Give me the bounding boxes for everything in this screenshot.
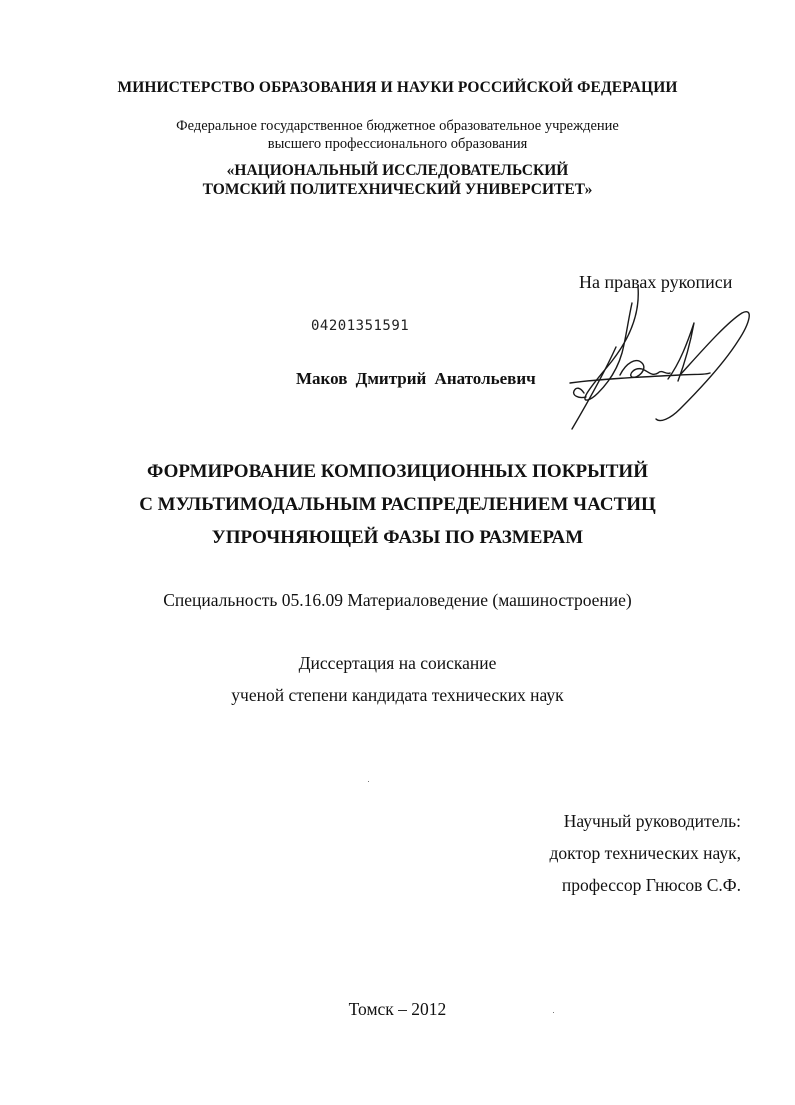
author-name: Маков Дмитрий Анатольевич: [296, 369, 536, 388]
handwritten-signature: [520, 283, 760, 433]
specialty-line: Специальность 05.16.09 Материаловедение (машиностроение): [163, 590, 632, 610]
thesis-degree-line-2: ученой степени кандидата технических наук: [231, 685, 564, 705]
city-year: Томск – 2012: [348, 999, 447, 1019]
ministry-heading: МИНИСТЕРСТВО ОБРАЗОВАНИЯ И НАУКИ РОССИЙСКОЙ ФЕДЕРАЦИИ: [117, 79, 678, 96]
institution-line-1: Федеральное государственное бюджетное образовательное учреждение: [176, 118, 619, 134]
manuscript-note: На правах рукописи: [579, 272, 733, 292]
advisor-name: профессор Гнюсов С.Ф.: [561, 875, 741, 895]
scan-speck: [553, 1012, 554, 1013]
university-line-2: ТОМСКИЙ ПОЛИТЕХНИЧЕСКИЙ УНИВЕРСИТЕТ»: [202, 181, 593, 198]
advisor-heading: Научный руководитель:: [563, 811, 741, 831]
thesis-degree-line-1: Диссертация на соискание: [298, 653, 497, 673]
thesis-title-line-1: ФОРМИРОВАНИЕ КОМПОЗИЦИОННЫХ ПОКРЫТИЙ: [147, 461, 648, 482]
thesis-title-line-3: УПРОЧНЯЮЩЕЙ ФАЗЫ ПО РАЗМЕРАМ: [211, 527, 584, 548]
advisor-degree: доктор технических наук,: [549, 843, 741, 863]
registration-number: 04201351591: [311, 318, 410, 334]
university-line-1: «НАЦИОНАЛЬНЫЙ ИССЛЕДОВАТЕЛЬСКИЙ: [226, 162, 569, 179]
institution-line-2: высшего профессионального образования: [267, 136, 528, 152]
scan-speck: [368, 781, 369, 782]
thesis-title-line-2: С МУЛЬТИМОДАЛЬНЫМ РАСПРЕДЕЛЕНИЕМ ЧАСТИЦ: [139, 494, 656, 515]
